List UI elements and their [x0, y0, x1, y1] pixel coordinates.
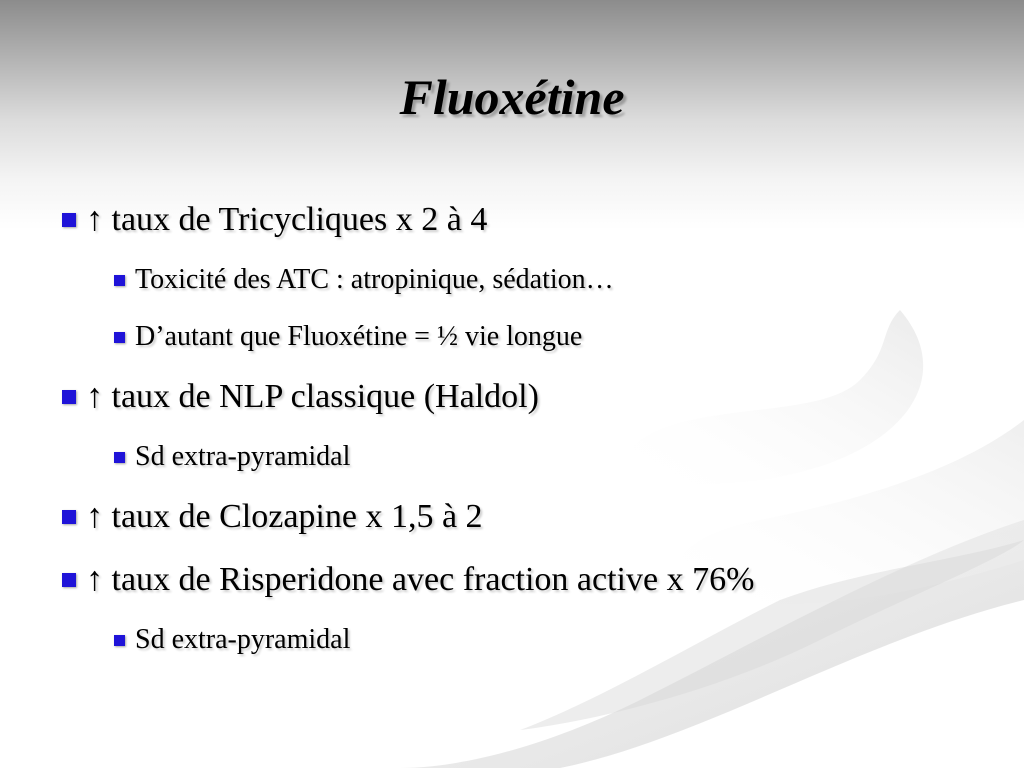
bullet-list [62, 190, 1002, 670]
slide-title: Fluoxétine [399, 69, 625, 125]
bullet-text: ↑ taux de Tricycliques x 2 à 4 [86, 201, 488, 238]
bullet-text: ↑ taux de Risperidone avec fraction active x 76% [86, 561, 755, 598]
sub-bullet-item [62, 253, 1002, 307]
square-bullet-icon [114, 275, 125, 286]
bullet-item [62, 487, 1002, 547]
sub-bullet-item [62, 310, 1002, 364]
bullet-item [62, 190, 1002, 250]
square-bullet-icon [62, 390, 76, 404]
sub-bullet-item [62, 430, 1002, 484]
square-bullet-icon [62, 213, 76, 227]
square-bullet-icon [114, 452, 125, 463]
bullet-text: ↑ taux de NLP classique (Haldol) [86, 378, 539, 415]
sub-bullet-text: Sd extra-pyramidal [135, 624, 351, 655]
bullet-text: ↑ taux de Clozapine x 1,5 à 2 [86, 498, 483, 535]
square-bullet-icon [114, 635, 125, 646]
square-bullet-icon [114, 332, 125, 343]
square-bullet-icon [62, 510, 76, 524]
square-bullet-icon [62, 573, 76, 587]
sub-bullet-text: Toxicité des ATC : atropinique, sédation… [135, 264, 614, 295]
bullet-item [62, 550, 1002, 610]
bullet-item [62, 367, 1002, 427]
sub-bullet-item [62, 613, 1002, 667]
sub-bullet-text: Sd extra-pyramidal [135, 441, 351, 472]
sub-bullet-text: D’autant que Fluoxétine = ½ vie longue [135, 321, 583, 352]
